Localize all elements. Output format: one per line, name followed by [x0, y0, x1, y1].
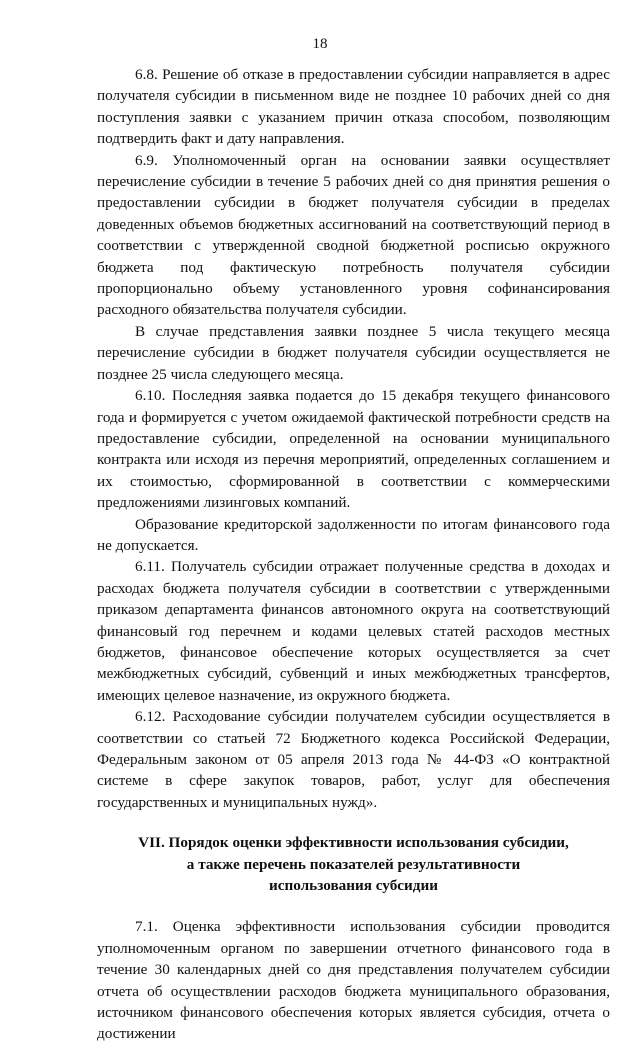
section-heading-line-2: а также перечень показателей результативности: [186, 855, 521, 873]
paragraph-6-8: 6.8. Решение об отказе в предоставлении субсидии направляется в адрес получателя субсидии в письменном виде не позднее 10 рабочих дней со дня поступления заявки с указанием причин отказа способом, позволяющим подтвердить факт и дату направления.: [97, 66, 610, 148]
section-heading: [97, 832, 610, 896]
paragraph-6-11: 6.11. Получатель субсидии отражает полученные средства в доходах и расходах бюджета получателя субсидии в соответствии с утвержденными приказом департамента финансов автономного округа на соответствующий финансовый год перечнем и кодами целевых статей расходов местных бюджетов, финансовое обеспечение которых осуществляется за счет межбюджетных субсидий, субвенций и иных межбюджетных трансфертов, имеющих целевое назначение, из окружного бюджета.: [97, 558, 610, 704]
paragraph-6-12: 6.12. Расходование субсидии получателем субсидии осуществляется в соответствии со статьей 72 Бюджетного кодекса Российской Федерации, Федеральным законом от 05 апреля 2013 года № 44-ФЗ «О контрактной системе в сфере закупок товаров, работ, услуг для обеспечения государственных и муниципальных нужд».: [97, 708, 610, 811]
section-heading-line-3: использования субсидии: [269, 877, 438, 895]
paragraph-6-10: 6.10. Последняя заявка подается до 15 декабря текущего финансового года и формируется с учетом ожидаемой фактической потребности средств на предоставление субсидии, определенной на основании муниципального контракта или исходя из перечня мероприятий, определенных соглашением и их стоимостью, сформированной в соответствии с коммерческими предложениями лизинговых компаний.: [97, 387, 610, 512]
paragraph-late-application: В случае представления заявки позднее 5 числа текущего месяца перечисление субсидии в бюджет получателя субсидии осуществляется не позднее 25 числа следующего месяца.: [97, 322, 610, 383]
section-heading-line-1: VII. Порядок оценки эффективности использования субсидии,: [138, 834, 569, 852]
document-body: [97, 64, 610, 1045]
paragraph-creditor-debt: Образование кредиторской задолженности по итогам финансового года не допускается.: [97, 515, 610, 554]
page-number: 18: [312, 36, 328, 52]
paragraph-6-9: 6.9. Уполномоченный орган на основании заявки осуществляет перечисление субсидии в течение 5 рабочих дней со дня принятия решения о предоставлении субсидии в бюджет получателя субсидии в пределах доведенных объемов бюджетных ассигнований на соответствующий период в соответствии с утвержденной сводной бюджетной росписью окружного бюджета под фактическую потребность получателя субсидии пропорционально объему установленного уровня софинансирования расходного обязательства получателя субсидии.: [97, 151, 610, 319]
paragraph-7-1: 7.1. Оценка эффективности использования субсидии проводится уполномоченным органом по завершении отчетного финансового года в течение 30 календарных дней со дня представления получателем субсидии отчета об осуществлении расходов бюджета муниципального образования, источником финансового обеспечения которых является субсидия, отчета о достижении: [97, 918, 610, 1043]
